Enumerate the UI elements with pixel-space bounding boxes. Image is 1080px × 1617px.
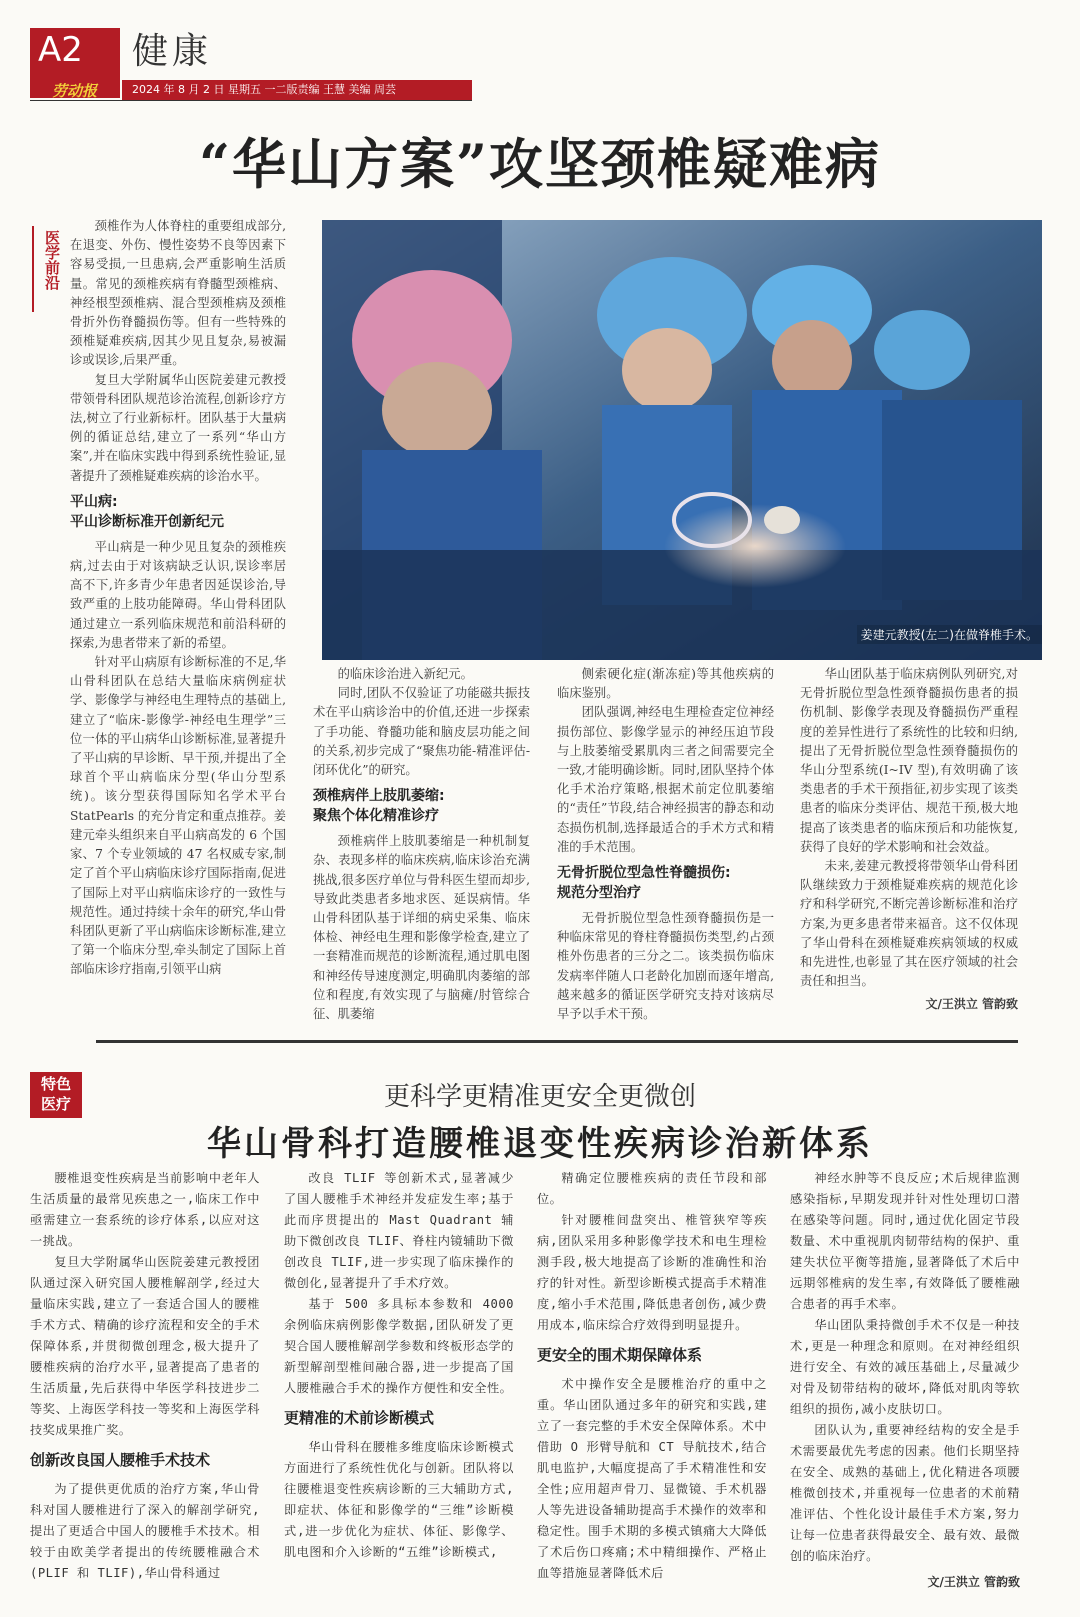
article1-tag: 医学前沿 xyxy=(32,226,61,312)
section-divider xyxy=(96,1040,1018,1043)
paper-logo: 劳动报 xyxy=(52,82,98,100)
section-title: 健康 xyxy=(132,31,213,72)
paragraph: 神经水肿等不良反应;术后规律监测感染指标,早期发现并针对性处理切口潜在感染等问题。同时,通过优化固定节段数量、术中重视肌肉韧带结构的保护、重建失状位平衡等措施,显著降低了术后中远期邻椎病的发生率,有效降低了腰椎融合患者的再手术率。 xyxy=(790,1171,1020,1311)
paragraph: 的临床诊治进入新纪元。 xyxy=(337,667,473,681)
paragraph: 未来,姜建元教授将带领华山骨科团队继续致力于颈椎疑难疾病的规范化诊疗和科学研究,不断完善诊断标准和治疗方案,为更多患者带来福音。这不仅体现了华山骨科在颈椎疑难疾病领域的权威和先进性,也彰显了其在医疗领域的社会责任和担当。 xyxy=(800,859,1018,989)
paragraph: 无骨折脱位型急性颈脊髓损伤是一种临床常见的脊柱脊髓损伤类型,约占颈椎外伤患者的三分之二。该类损伤临床发病率伴随人口老龄化加剧而逐年增高,越来越多的循证医学研究支持对该病尽早予以手术干预。 xyxy=(557,911,774,1022)
paragraph: 华山团队秉持微创手术不仅是一种技术,更是一种理念和原则。在对神经组织进行安全、有效的减压基础上,尽量减少对骨及韧带结构的破坏,降低对肌肉等软组织的损伤,减小皮肤切口。 xyxy=(790,1318,1020,1416)
surgery-photo xyxy=(322,220,1042,660)
paragraph: 同时,团队不仅验证了功能磁共振技术在平山病诊治中的价值,还进一步探索了手功能、脊髓功能和脑皮层功能之间的关系,初步完成了“聚焦功能-精准评估-闭环优化”的研究。 xyxy=(313,686,530,778)
paragraph: 华山骨科在腰椎多维度临床诊断模式方面进行了系统性优化与创新。团队将以往腰椎退变性疾病诊断的三大辅助方式,即症状、体征和影像学的“三维”诊断模式,进一步优化为症状、体征、影像学、肌电图和介入诊断的“五维”诊断模式, xyxy=(284,1440,514,1559)
subheading: 颈椎病伴上肢肌萎缩: 聚焦个体化精准诊疗 xyxy=(313,788,445,825)
article2-tag: 特色 医疗 xyxy=(30,1072,82,1118)
article2-column-3 xyxy=(537,1168,767,1584)
article2-headline: 华山骨科打造腰椎退变性疾病诊治新体系 xyxy=(207,1124,873,1164)
paragraph: 精确定位腰椎疾病的责任节段和部位。 xyxy=(537,1171,767,1206)
article1-column-3 xyxy=(557,665,774,1024)
paragraph: 颈椎病伴上肢肌萎缩是一种机制复杂、表现多样的临床疾病,临床诊治充满挑战,很多医疗单位与骨科医生望而却步,导致此类患者多地求医、延误病情。华山骨科团队基于详细的病史采集、临床体检、神经电生理和影像学检查,建立了一套精准而规范的诊断流程,通过肌电图和神经传导速度测定,明确肌肉萎缩的部位和程度,有效实现了与脑瘫/肘管综合征、肌萎缩 xyxy=(313,834,530,1022)
paragraph: 平山病是一种少见且复杂的颈椎疾病,过去由于对该病缺乏认识,误诊率居高不下,许多青少年患者因延误诊治,导致严重的上肢功能障碍。华山骨科团队通过建立一系列临床规范和前沿科研的探索,为患者带来了新的希望。 xyxy=(70,539,286,650)
article2-subtitle: 更科学更精准更安全更微创 xyxy=(383,1082,696,1112)
paragraph: 颈椎作为人体脊柱的重要组成部分,在退变、外伤、慢性姿势不良等因素下容易受损,一旦患病,会严重影响生活质量。常见的颈椎疾病有脊髓型颈椎病、神经根型颈椎病、混合型颈椎病及颈椎骨折外伤脊髓损伤等。但有一些特殊的颈椎疑难疾病,因其少见且复杂,易被漏诊或误诊,后果严重。 xyxy=(70,219,286,368)
article2-column-4 xyxy=(790,1168,1020,1590)
article1-column-2 xyxy=(313,665,530,1024)
subheading: 更精准的术前诊断模式 xyxy=(284,1409,435,1427)
article2-column-2 xyxy=(284,1168,514,1563)
paragraph: 针对腰椎间盘突出、椎管狭窄等疾病,团队采用多种影像学技术和电生理检测手段,极大地提高了诊断的准确性和治疗的针对性。新型诊断模式提高手术精准度,缩小手术范围,降低患者创伤,减少费用成本,临床综合疗效得到明显提升。 xyxy=(537,1213,767,1332)
paragraph: 针对平山病原有诊断标准的不足,华山骨科团队在总结大量临床病例症状学、影像学与神经电生理特点的基础上,建立了“临床-影像学-神经电生理学”三位一体的平山病华山诊断标准,显著提升了平山病的早诊断、早干预,并提出了全球首个平山病临床分型(华山分型系统)。该分型获得国际知名学术平台 StatPearls 的充分肯定和重点推荐。姜建元牵头组织来自平山病高发的 6 个国家、7 个专业领域的 47 名权威专家,制定了首个平山病临床诊疗国际指南,促进了国际上对平山病临床诊疗的一致性与规范性。通过持续十余年的研究,华山骨科团队更新了平山病临床诊断标准,建立了第一个临床分型,牵头制定了国际上首部临床诊疗指南,引领平山病 xyxy=(70,655,286,977)
paragraph: 复旦大学附属华山医院姜建元教授带领骨科团队规范诊治流程,创新诊疗方法,树立了行业新标杆。团队基于大量病例的循证总结,建立了一系列“华山方案”,并在临床实践中得到系统性验证,显著提升了颈椎疑难疾病的诊治水平。 xyxy=(70,372,286,483)
paragraph: 腰椎退变性疾病是当前影响中老年人生活质量的最常见疾患之一,临床工作中亟需建立一套系统的诊疗体系,以应对这一挑战。 xyxy=(30,1171,260,1248)
subheading: 更安全的围术期保障体系 xyxy=(537,1346,703,1364)
paragraph: 改良 TLIF 等创新术式,显著减少了国人腰椎手术神经并发症发生率;基于此而序贯提出的 Mast Quadrant 辅助下微创改良 TLIF、脊柱内镜辅助下微创改良 TLIF,进一步实现了临床操作的微创化,显著提升了手术疗效。 xyxy=(284,1171,514,1290)
article1-headline: “华山方案”攻坚颈椎疑难病 xyxy=(198,132,882,196)
date-editor-info: 2024 年 8 月 2 日 星期五 一二版责编 王慧 美编 周芸 xyxy=(132,83,396,96)
paragraph: 基于 500 多具标本参数和 4000 余例临床病例影像学数据,团队研发了更契合国人腰椎解剖学参数和终板形态学的新型解剖型椎间融合器,进一步提高了国人腰椎融合手术的操作方便性和安全性。 xyxy=(284,1297,514,1395)
byline: 文/王洪立 管韵致 xyxy=(925,997,1018,1012)
subheading: 创新改良国人腰椎手术技术 xyxy=(30,1451,211,1469)
subheading: 无骨折脱位型急性脊髓损伤: 规范分型治疗 xyxy=(557,865,731,902)
paragraph: 术中操作安全是腰椎治疗的重中之重。华山团队通过多年的研究和实践,建立了一套完整的手术安全保障体系。术中借助 O 形臂导航和 CT 导航技术,结合肌电监护,大幅度提高了手术精准性和安全性;应用超声骨刀、显微镜、手术机器人等先进设备辅助提高手术操作的效率和稳定性。围手术期的多模式镇痛大大降低了术后伤口疼痛;术中精细操作、严格止血等措施显著降低术后 xyxy=(537,1377,767,1580)
paragraph: 为了提供更优质的治疗方案,华山骨科对国人腰椎进行了深入的解剖学研究,提出了更适合中国人的腰椎手术技术。相较于由欧美学者提出的传统腰椎融合术(PLIF 和 TLIF),华山骨科通过 xyxy=(30,1482,260,1580)
article2-column-1 xyxy=(30,1168,260,1584)
article1-column-1 xyxy=(70,217,286,980)
article1-column-4 xyxy=(800,665,1018,1012)
header-rule xyxy=(30,100,472,101)
byline: 文/王洪立 管韵致 xyxy=(927,1575,1020,1589)
paragraph: 侧索硬化症(渐冻症)等其他疾病的临床鉴别。 xyxy=(557,667,774,701)
page-code: A2 xyxy=(38,30,83,70)
paragraph: 华山团队基于临床病例队列研究,对无骨折脱位型急性颈脊髓损伤患者的损伤机制、影像学表现及脊髓损伤严重程度的差异性进行了系统性的比较和归纳,提出了无骨折脱位型急性颈脊髓损伤的华山分型系统(I~IV 型),有效明确了该类患者的手术干预指征,初步实现了该类患者的临床分类评估、规范干预,极大地提高了该类患者的临床预后和功能恢复,获得了良好的学术影响和社会效益。 xyxy=(800,667,1018,854)
paragraph: 复旦大学附属华山医院姜建元教授团队通过深入研究国人腰椎解剖学,经过大量临床实践,建立了一套适合国人的腰椎手术方式、精确的诊疗流程和安全的手术保障体系,并贯彻微创理念,极大提升了腰椎疾病的治疗水平,显著提高了患者的生活质量,先后获得中华医学科技进步二等奖、上海医学科技一等奖和上海医学科技奖成果推广奖。 xyxy=(30,1255,260,1437)
subheading: 平山病: 平山诊断标准开创新纪元 xyxy=(70,493,224,530)
paragraph: 团队认为,重要神经结构的安全是手术需要最优先考虑的因素。他们长期坚持在安全、成熟的基础上,优化精进各项腰椎微创技术,并重视每一位患者的术前精准评估、个性化设计最佳手术方案,努力让每一位患者获得最安全、最有效、最微创的临床治疗。 xyxy=(790,1423,1020,1563)
paragraph: 团队强调,神经电生理检查定位神经损伤部位、影像学显示的神经压迫节段与上肢萎缩受累肌肉三者之间需要完全一致,才能明确诊断。同时,团队坚持个体化手术治疗策略,根据术前定位肌萎缩的“责任”节段,结合神经损害的静态和动态损伤机制,选择最适合的手术方式和精准的手术范围。 xyxy=(557,705,774,854)
photo-caption: 姜建元教授(左二)在做脊椎手术。 xyxy=(857,625,1042,644)
